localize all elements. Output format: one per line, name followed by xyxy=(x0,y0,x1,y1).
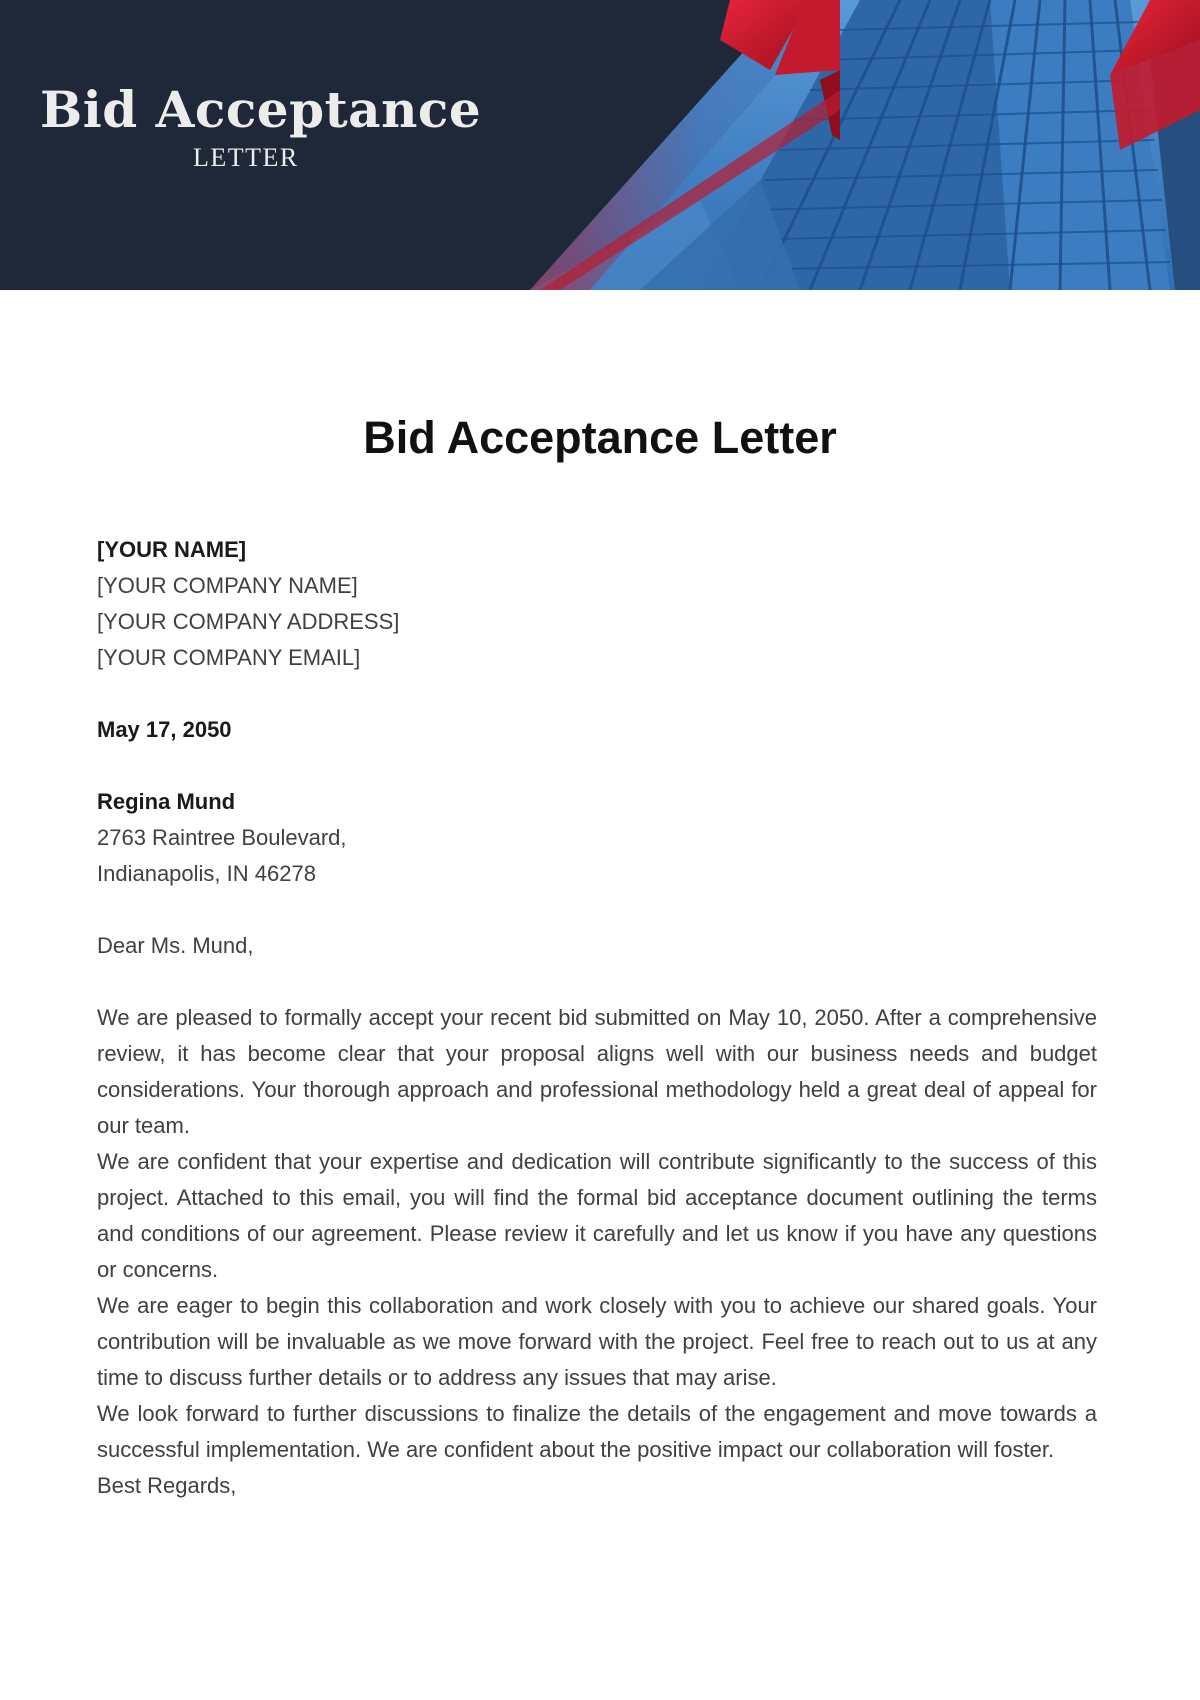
sender-block xyxy=(97,532,1097,676)
salutation-block xyxy=(97,928,1097,964)
closing: Best Regards, xyxy=(97,1473,237,1498)
sender-name: [YOUR NAME] xyxy=(97,537,247,562)
recipient-address-line1: 2763 Raintree Boulevard, xyxy=(97,825,347,850)
recipient-address-line2: Indianapolis, IN 46278 xyxy=(97,861,316,886)
sender-email: [YOUR COMPANY EMAIL] xyxy=(97,645,361,670)
document-title: Bid Acceptance Letter xyxy=(363,412,837,463)
brand-title: Bid Acceptance xyxy=(40,80,482,139)
recipient-name: Regina Mund xyxy=(97,789,236,814)
body-paragraph: We look forward to further discussions to finalize the details of the engagement and move towards a successful implementation. We are confident about the positive impact our collaboration will foster. xyxy=(97,1401,1097,1462)
letter-date: May 17, 2050 xyxy=(97,717,232,742)
salutation: Dear Ms. Mund, xyxy=(97,933,254,958)
body-paragraph: We are pleased to formally accept your recent bid submitted on May 10, 2050. After a comprehensive review, it has become clear that your proposal aligns well with our business needs and budget considerations. Your thorough approach and professional methodology held a great deal of appeal for our team. xyxy=(97,1005,1097,1138)
header-banner xyxy=(0,0,1200,290)
body-paragraph: We are eager to begin this collaboration and work closely with you to achieve our shared goals. Your contribution will be invaluable as we move forward with the project. Feel free to reach out to us at any time to discuss further details or to address any issues that may arise. xyxy=(97,1293,1097,1390)
body-paragraph: We are confident that your expertise and dedication will contribute significantly to the success of this project. Attached to this email, you will find the formal bid acceptance document outlining the terms and conditions of our agreement. Please review it carefully and let us know if you have any questions or concerns. xyxy=(97,1149,1097,1282)
date-block xyxy=(97,712,1097,748)
sender-address: [YOUR COMPANY ADDRESS] xyxy=(97,609,400,634)
sender-company: [YOUR COMPANY NAME] xyxy=(97,573,358,598)
letter-body xyxy=(97,532,1097,1504)
building-photo-graphic xyxy=(0,0,1200,290)
recipient-block xyxy=(97,784,1097,892)
brand-subtitle: LETTER xyxy=(193,143,299,172)
